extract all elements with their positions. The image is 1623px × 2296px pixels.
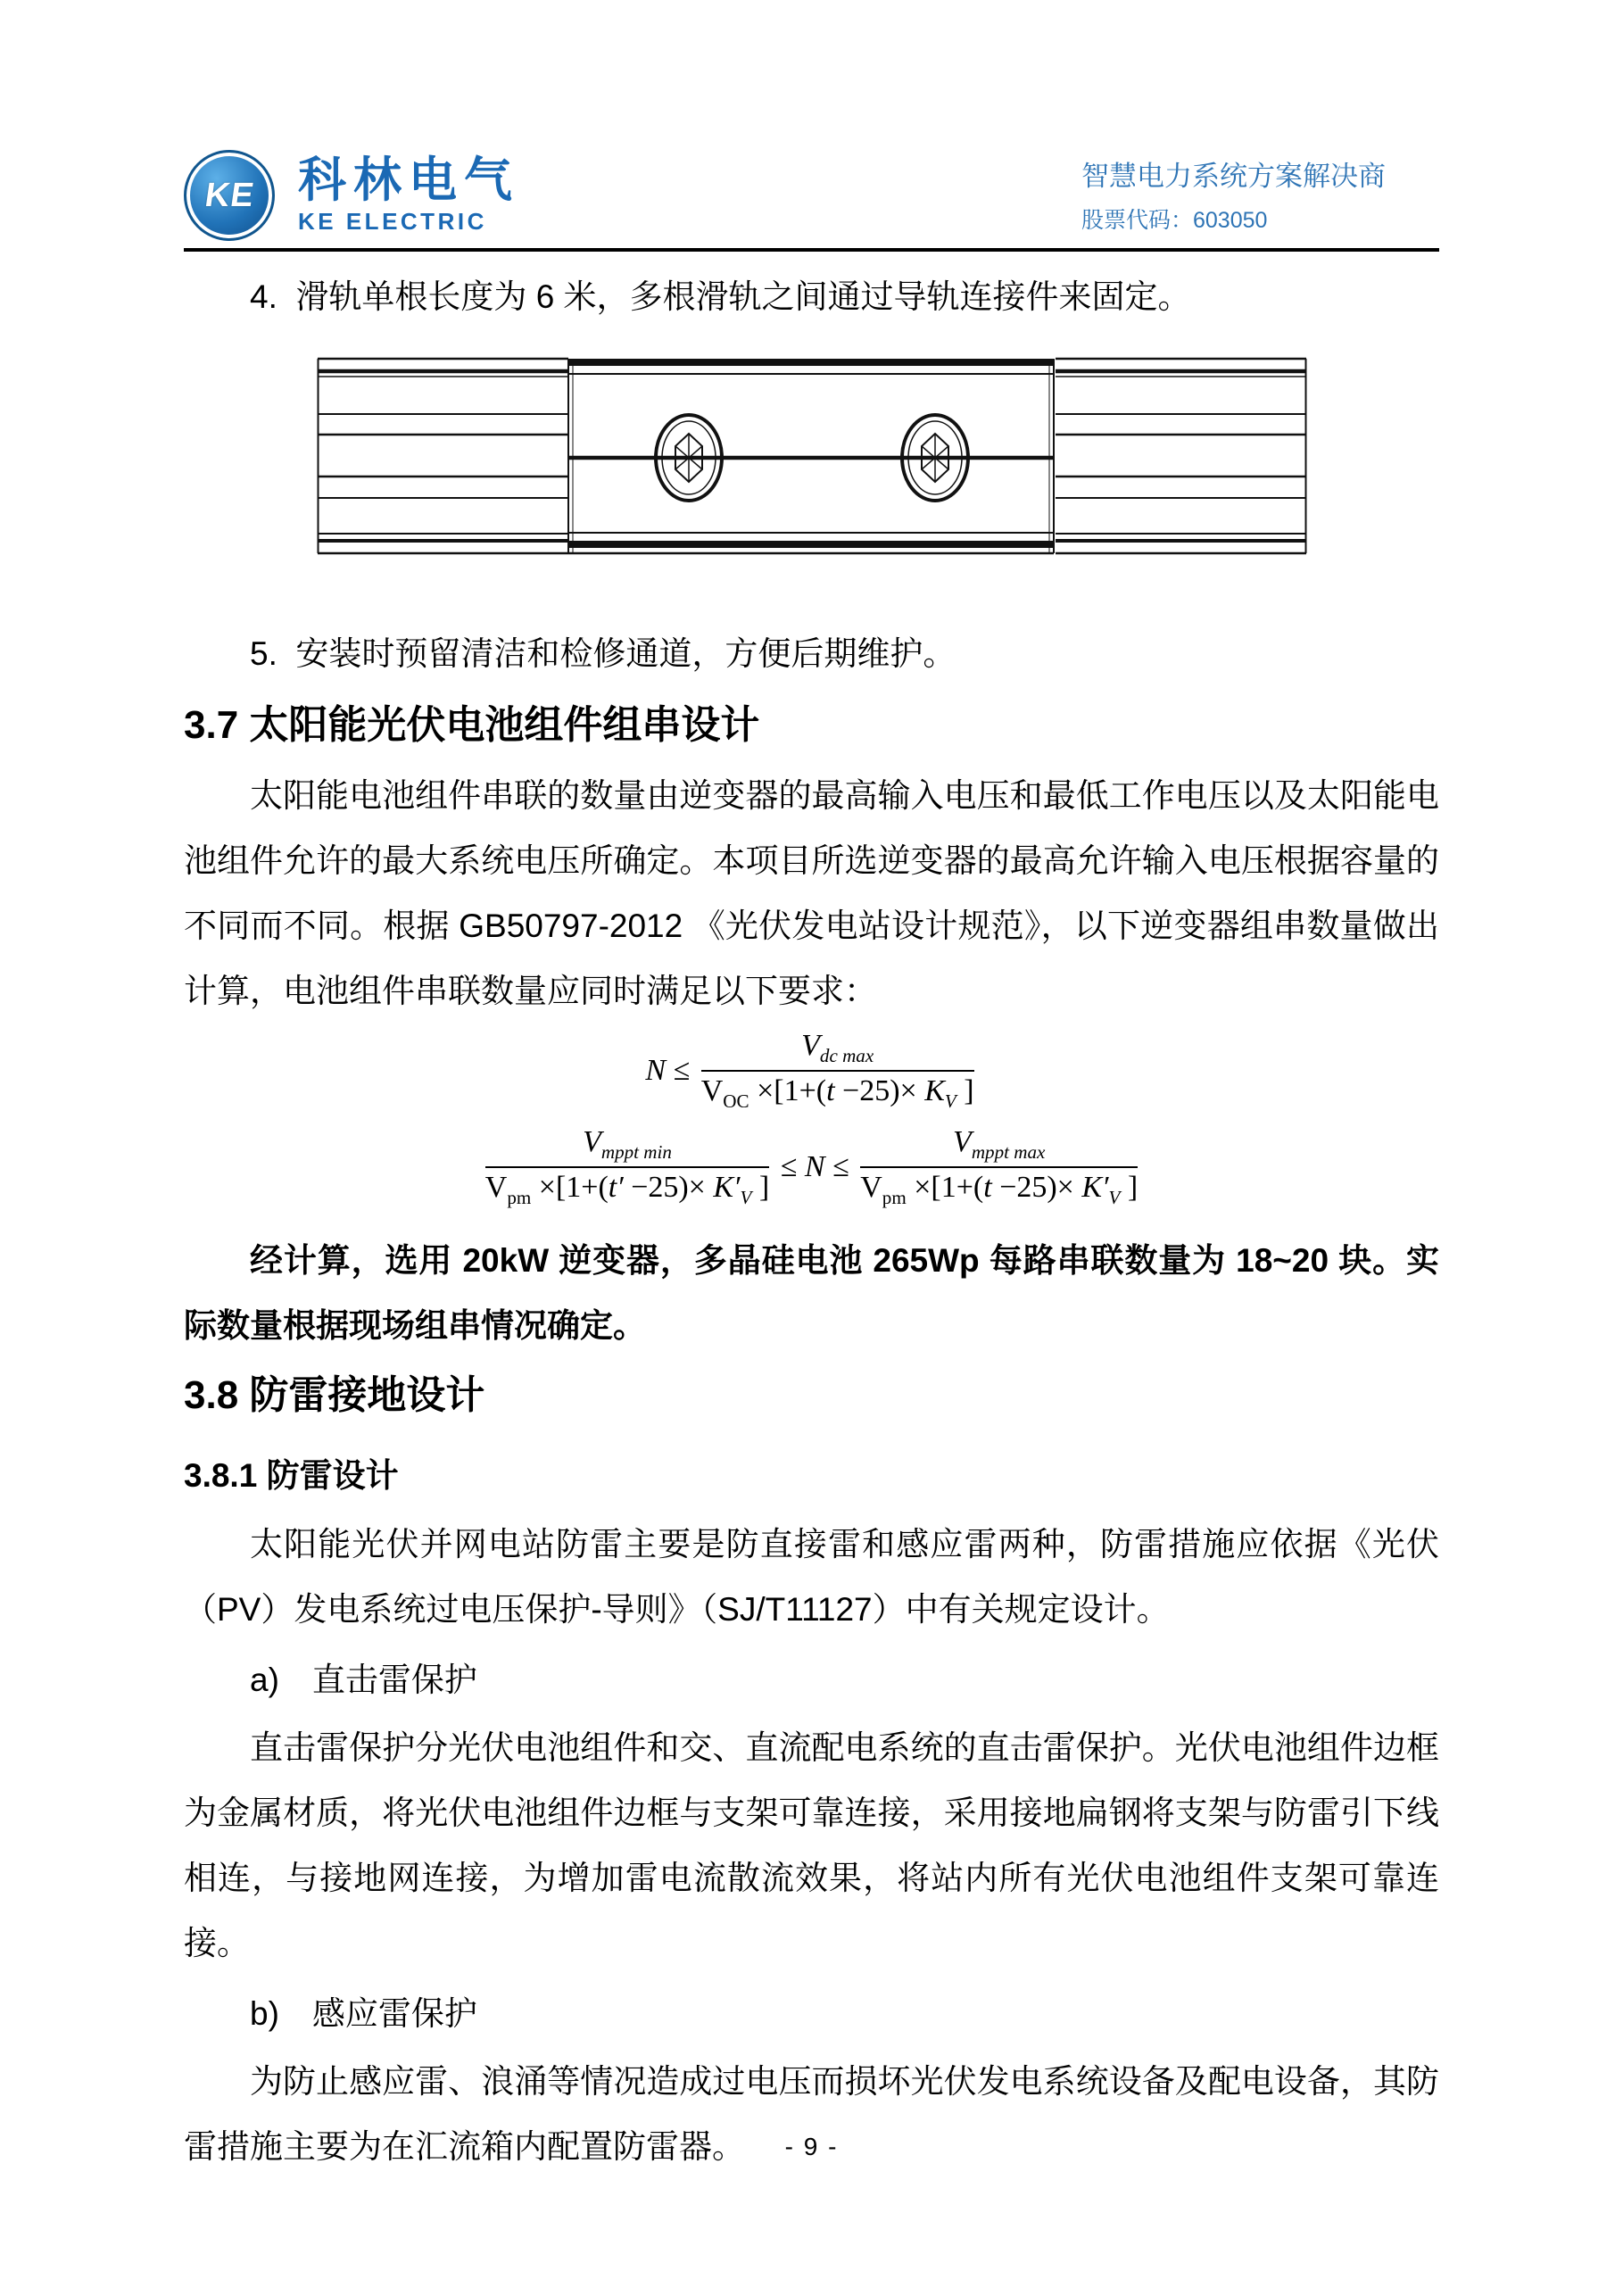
formula-term: V — [484, 1170, 508, 1204]
formula-term: ] — [1120, 1170, 1139, 1204]
formula-term: −25)× — [834, 1074, 925, 1108]
formula-row — [645, 1029, 977, 1113]
header-divider — [184, 248, 1439, 252]
formula-term: V — [583, 1124, 601, 1158]
formula-series-count-max — [184, 1029, 1439, 1113]
fraction-denominator — [701, 1072, 974, 1113]
formula-term: t — [826, 1074, 835, 1108]
company-name-en: KE ELECTRIC — [298, 207, 487, 235]
formula-term: ] — [956, 1074, 974, 1108]
direct-lightning-paragraph: 直击雷保护分光伏电池组件和交、直流配电系统的直击雷保护。光伏电池组件边框为金属材质，将光伏电池组件边框与支架可靠连接，采用接地扁钢将支架与防雷引下线相连，与接地网连接，为增加雷电流散流效果，将站内所有光伏电池组件支架可靠连接。 — [184, 1728, 1439, 1961]
section-3-8-1-paragraph: 太阳能光伏并网电站防雷主要是防直接雷和感应雷两种，防雷措施应依据《光伏（PV）发电系统过电压保护-导则》（SJ/T11127）中有关规定设计。 — [184, 1525, 1439, 1628]
formula-term: V — [801, 1029, 820, 1063]
formula-term: K — [924, 1074, 945, 1108]
list-item-b: b) 感应雷保护 — [250, 1994, 477, 2032]
formula-subscript: dc max — [819, 1045, 874, 1067]
list-item-5: 5. 安装时预留清洁和检修通道，方便后期维护。 — [250, 635, 956, 673]
section-3-8-title: 3.8 防雷接地设计 — [184, 1373, 485, 1418]
list-item-a: a) 直击雷保护 — [250, 1661, 477, 1698]
formula-subscript: V — [740, 1186, 752, 1208]
fraction-denominator — [485, 1168, 769, 1209]
fraction-numerator — [485, 1125, 769, 1168]
formula-term: ≤ — [666, 1054, 698, 1088]
fraction-denominator — [860, 1168, 1138, 1209]
calculation-result-paragraph: 经计算，选用 20kW 逆变器，多晶硅电池 265Wp 每路串联数量为 18~20 块。实际数量根据现场组串情况确定。 — [184, 1242, 1439, 1345]
formula-term: V — [700, 1074, 724, 1108]
formula-term: V — [953, 1124, 972, 1158]
list-item-4: 4. 滑轨单根长度为 6 米，多根滑轨之间通过导轨连接件来固定。 — [250, 278, 1191, 315]
induced-lightning-paragraph: 为防止感应雷、浪涌等情况造成过电压而损坏光伏发电系统设备及配电设备，其防雷措施主要为在汇流箱内配置防雷器。 — [184, 2063, 1439, 2166]
left-rail-section — [318, 359, 568, 553]
company-logo — [184, 150, 519, 241]
formula-term: N — [804, 1149, 825, 1183]
page-number: - 9 - — [784, 2133, 839, 2160]
formula-subscript: mppt max — [971, 1140, 1046, 1163]
fraction — [485, 1125, 769, 1209]
formula-subscript: pm — [882, 1186, 907, 1208]
formula-subscript: V — [1108, 1186, 1121, 1208]
formula-term: ×[1+( — [531, 1170, 609, 1204]
formula-series-count-range — [184, 1125, 1439, 1209]
section-3-8-1-title: 3.8.1 防雷设计 — [184, 1457, 399, 1495]
formula-term: ] — [751, 1170, 770, 1204]
ke-logo-icon — [184, 150, 275, 241]
formula-subscript: OC — [723, 1090, 749, 1112]
formula-term: −25)× — [623, 1170, 714, 1204]
formula-subscript: mppt min — [600, 1140, 672, 1163]
logo-text — [298, 155, 519, 236]
formula-term: K′ — [1081, 1170, 1109, 1204]
formula-subscript: V — [944, 1090, 956, 1112]
connector-plate — [568, 359, 1054, 553]
formula-term: t — [983, 1170, 992, 1204]
section-3-7-paragraph: 太阳能电池组件串联的数量由逆变器的最高输入电压和最低工作电压以及太阳能电池组件允许的最大系统电压所确定。本项目所选逆变器的最高允许输入电压根据容量的不同而不同。根据 GB50797-2012 《光伏发电站设计规范》，以下逆变器组串数量做出计算，电池组件串联数量应同时满足以下要求： — [184, 777, 1439, 1010]
stock-code: 股票代码：603050 — [1081, 208, 1268, 233]
formula-subscript: pm — [507, 1186, 532, 1208]
formula-term: −25)× — [991, 1170, 1082, 1204]
formula-term: ×[1+( — [906, 1170, 984, 1204]
fraction-numerator — [701, 1029, 974, 1072]
formula-term: t′ — [608, 1170, 624, 1204]
rail-connector-figure — [317, 352, 1307, 559]
page-header — [0, 0, 1623, 241]
fraction-numerator — [860, 1125, 1138, 1168]
formula-term: ≤ — [773, 1149, 805, 1183]
right-rail-section — [1056, 359, 1306, 553]
logo-monogram: KE — [202, 176, 257, 214]
formula-term: V — [860, 1170, 882, 1204]
formula-term: ≤ — [824, 1149, 857, 1183]
fraction — [701, 1029, 974, 1113]
document-body — [0, 277, 1623, 2179]
company-name-cn: 科林电气 — [298, 153, 519, 208]
formula-row — [482, 1125, 1141, 1209]
formula-term: K′ — [713, 1170, 741, 1204]
rail-connector-drawing — [317, 352, 1307, 559]
header-right — [1081, 153, 1439, 235]
fraction — [860, 1125, 1138, 1209]
page-footer — [0, 2133, 1623, 2161]
formula-term: N — [645, 1054, 667, 1088]
formula-term: ×[1+( — [749, 1074, 827, 1108]
section-3-7-title: 3.7 太阳能光伏电池组件组串设计 — [184, 702, 760, 747]
company-tagline: 智慧电力系统方案解决商 — [1081, 161, 1386, 192]
